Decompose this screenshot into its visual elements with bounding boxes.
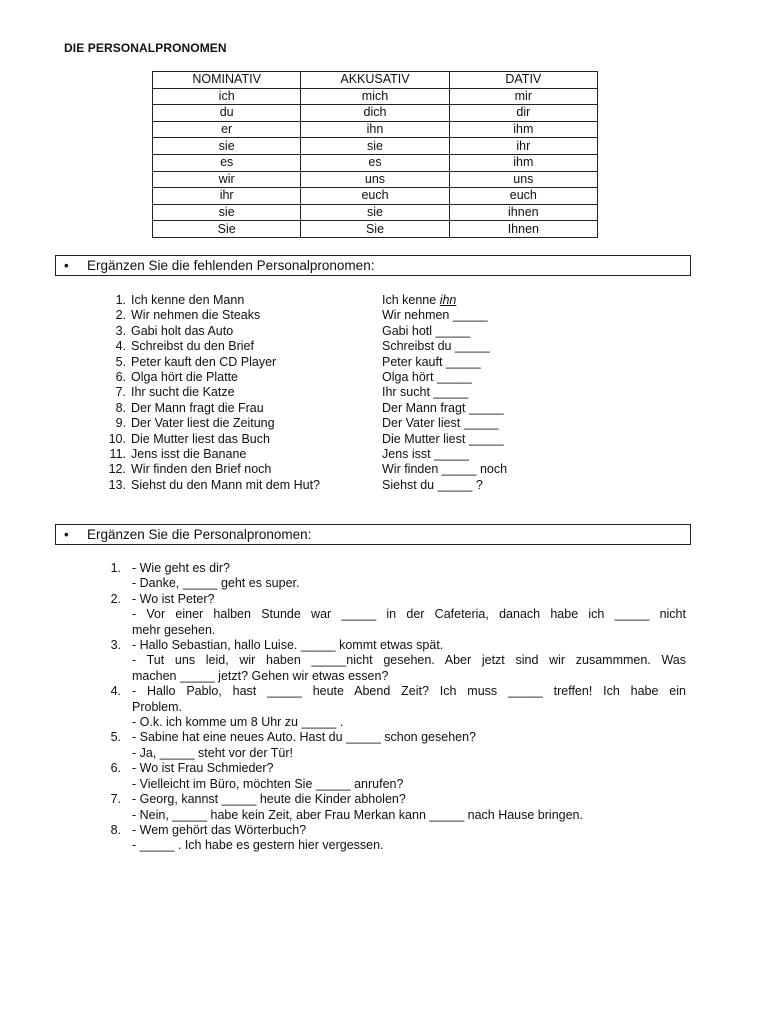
exercise-1-list bbox=[104, 293, 604, 493]
dialogue-line: - Wem gehört das Wörterbuch? bbox=[132, 822, 307, 837]
target-sentence bbox=[382, 293, 456, 308]
target-text: Siehst du _____ ? bbox=[382, 477, 483, 492]
source-sentence: Wir nehmen die Steaks bbox=[131, 308, 261, 323]
table-cell: ihnen bbox=[449, 204, 597, 221]
target-text: Jens isst _____ bbox=[382, 446, 469, 461]
table-cell: euch bbox=[449, 188, 597, 205]
column-header-dativ: DATIV bbox=[449, 72, 597, 89]
column-header-akkusativ: AKKUSATIV bbox=[301, 72, 449, 89]
source-sentence: Jens isst die Banane bbox=[131, 446, 247, 461]
list-item bbox=[104, 478, 604, 493]
column-header-nominativ: NOMINATIV bbox=[153, 72, 301, 89]
dialogue-line: Problem. bbox=[132, 699, 183, 714]
item-number: 6. bbox=[115, 369, 126, 384]
exercise-1-heading: Ergänzen Sie die fehlenden Personalpronomen: bbox=[87, 258, 375, 273]
target-text: Wir finden _____ noch bbox=[382, 462, 508, 477]
target-sentence bbox=[382, 462, 507, 477]
item-number: 10. bbox=[108, 431, 126, 446]
table-cell: mich bbox=[301, 88, 449, 105]
table-header-row bbox=[153, 72, 598, 89]
list-item bbox=[104, 462, 604, 477]
dialogue-item bbox=[104, 792, 686, 823]
target-sentence bbox=[382, 416, 499, 431]
exercise-2-heading: Ergänzen Sie die Personalpronomen: bbox=[87, 527, 312, 542]
target-sentence bbox=[382, 385, 468, 400]
source-sentence: Olga hört die Platte bbox=[131, 369, 239, 384]
table-row bbox=[153, 204, 598, 221]
dialogue-line: - Hallo Pablo, hast _____ heute Abend Zeit? Ich muss _____ treffen! Ich habe ein bbox=[132, 684, 686, 699]
table-cell: euch bbox=[301, 188, 449, 205]
dialogue-line: - Tut uns leid, wir haben _____nicht gesehen. Aber jetzt sind wir zusammmen. Was bbox=[132, 653, 686, 668]
dialogue-line: - Sabine hat eine neues Auto. Hast du _____ schon gesehen? bbox=[132, 730, 477, 745]
target-sentence bbox=[382, 432, 504, 447]
source-sentence: Ihr sucht die Katze bbox=[131, 385, 235, 400]
example-answer: ihn bbox=[439, 293, 457, 307]
dialogue-item bbox=[104, 761, 686, 792]
item-number: 7. bbox=[110, 792, 121, 807]
item-number: 1. bbox=[110, 561, 121, 575]
target-text: Peter kauft _____ bbox=[382, 354, 481, 369]
source-sentence: Ich kenne den Mann bbox=[131, 293, 245, 307]
pronoun-table bbox=[152, 71, 598, 238]
table-cell: dir bbox=[449, 105, 597, 122]
table-row bbox=[153, 105, 598, 122]
source-sentence: Gabi holt das Auto bbox=[131, 323, 234, 338]
dialogue-line: - O.k. ich komme um 8 Uhr zu _____ . bbox=[132, 715, 344, 730]
target-sentence bbox=[382, 447, 469, 462]
dialogue-line: - Wie geht es dir? bbox=[132, 561, 230, 575]
source-sentence: Die Mutter liest das Buch bbox=[131, 431, 270, 446]
dialogue-line: - Danke, _____ geht es super. bbox=[132, 576, 300, 591]
table-cell: ihr bbox=[153, 188, 301, 205]
dialogue-line: - Nein, _____ habe kein Zeit, aber Frau Merkan kann _____ nach Hause bringen. bbox=[132, 807, 583, 822]
table-cell: uns bbox=[449, 171, 597, 188]
list-item bbox=[104, 432, 604, 447]
table-row bbox=[153, 154, 598, 171]
item-number: 2. bbox=[115, 308, 126, 323]
source-sentence: Wir finden den Brief noch bbox=[131, 462, 272, 477]
item-number: 3. bbox=[115, 323, 126, 338]
target-text: Schreibst du _____ bbox=[382, 339, 490, 354]
item-number: 12. bbox=[108, 462, 126, 477]
table-cell: ihm bbox=[449, 154, 597, 171]
source-sentence: Der Mann fragt die Frau bbox=[131, 400, 264, 415]
dialogue-line: - Georg, kannst _____ heute die Kinder abholen? bbox=[132, 792, 406, 807]
table-cell: wir bbox=[153, 171, 301, 188]
table-cell: sie bbox=[301, 138, 449, 155]
item-number: 9. bbox=[115, 416, 126, 431]
target-text: Die Mutter liest _____ bbox=[382, 431, 504, 446]
exercise-1-heading-box bbox=[55, 255, 691, 276]
table-cell: dich bbox=[301, 105, 449, 122]
table-cell: sie bbox=[301, 204, 449, 221]
table-row bbox=[153, 138, 598, 155]
target-sentence bbox=[382, 308, 488, 323]
dialogue-line: - Vor einer halben Stunde war _____ in der Cafeteria, danach habe ich _____ nicht bbox=[132, 607, 686, 622]
list-item bbox=[104, 447, 604, 462]
list-item bbox=[104, 339, 604, 354]
item-number: 4. bbox=[115, 339, 126, 354]
item-number: 1. bbox=[115, 293, 126, 307]
dialogue-line: - _____ . Ich habe es gestern hier vergessen. bbox=[132, 838, 384, 853]
table-cell: sie bbox=[153, 204, 301, 221]
item-number: 3. bbox=[110, 638, 121, 653]
dialogue-line: machen _____ jetzt? Gehen wir etwas essen? bbox=[132, 668, 389, 683]
item-number: 7. bbox=[115, 385, 126, 400]
list-item bbox=[104, 308, 604, 323]
target-sentence bbox=[382, 478, 483, 493]
table-cell: sie bbox=[153, 138, 301, 155]
table-cell: Sie bbox=[301, 221, 449, 238]
dialogue-item bbox=[104, 684, 686, 730]
table-cell: uns bbox=[301, 171, 449, 188]
target-sentence bbox=[382, 355, 481, 370]
target-text: Ich kenne bbox=[382, 293, 440, 307]
item-number: 2. bbox=[110, 591, 121, 606]
table-row bbox=[153, 121, 598, 138]
dialogue-item bbox=[104, 592, 686, 638]
item-number: 6. bbox=[110, 761, 121, 776]
table-row bbox=[153, 221, 598, 238]
table-row bbox=[153, 171, 598, 188]
dialogue-line: - Wo ist Frau Schmieder? bbox=[132, 761, 274, 776]
list-item bbox=[104, 401, 604, 416]
item-number: 8. bbox=[110, 822, 121, 837]
table-cell: ihr bbox=[449, 138, 597, 155]
target-sentence bbox=[382, 370, 472, 385]
target-text: Der Vater liest _____ bbox=[382, 416, 499, 431]
item-number: 13. bbox=[108, 477, 126, 492]
target-sentence bbox=[382, 339, 490, 354]
source-sentence: Peter kauft den CD Player bbox=[131, 354, 277, 369]
list-item bbox=[104, 385, 604, 400]
item-number: 4. bbox=[110, 684, 121, 699]
table-cell: mir bbox=[449, 88, 597, 105]
exercise-2-list bbox=[104, 561, 686, 854]
target-sentence bbox=[382, 324, 470, 339]
table-row bbox=[153, 88, 598, 105]
list-item bbox=[104, 324, 604, 339]
source-sentence: Der Vater liest die Zeitung bbox=[131, 416, 275, 431]
table-cell: er bbox=[153, 121, 301, 138]
target-text: Olga hört _____ bbox=[382, 369, 472, 384]
table-cell: Ihnen bbox=[449, 221, 597, 238]
target-text: Gabi hotl _____ bbox=[382, 323, 471, 338]
source-sentence: Schreibst du den Brief bbox=[131, 339, 254, 354]
target-sentence bbox=[382, 401, 504, 416]
target-text: Wir nehmen _____ bbox=[382, 308, 488, 323]
source-sentence: Siehst du den Mann mit dem Hut? bbox=[131, 477, 320, 492]
table-cell: es bbox=[153, 154, 301, 171]
item-number: 5. bbox=[110, 730, 121, 745]
item-number: 11. bbox=[109, 446, 126, 461]
exercise-2-heading-box bbox=[55, 524, 691, 545]
table-cell: ihn bbox=[301, 121, 449, 138]
dialogue-line: - Wo ist Peter? bbox=[132, 591, 215, 606]
list-item bbox=[104, 293, 604, 308]
target-text: Ihr sucht _____ bbox=[382, 385, 469, 400]
table-cell: Sie bbox=[153, 221, 301, 238]
bullet-icon: • bbox=[64, 527, 69, 542]
table-cell: es bbox=[301, 154, 449, 171]
bullet-icon: • bbox=[64, 258, 69, 273]
dialogue-line: - Vielleicht im Büro, möchten Sie _____ anrufen? bbox=[132, 776, 404, 791]
dialogue-item bbox=[104, 730, 686, 761]
table-row bbox=[153, 188, 598, 205]
table-cell: ihm bbox=[449, 121, 597, 138]
list-item bbox=[104, 355, 604, 370]
page-title: DIE PERSONALPRONOMEN bbox=[64, 41, 227, 55]
table-cell: ich bbox=[153, 88, 301, 105]
dialogue-item bbox=[104, 823, 686, 854]
item-number: 8. bbox=[115, 400, 126, 415]
target-text: Der Mann fragt _____ bbox=[382, 400, 504, 415]
dialogue-line: mehr gesehen. bbox=[132, 622, 216, 637]
table-cell: du bbox=[153, 105, 301, 122]
table-body bbox=[153, 88, 598, 237]
dialogue-item bbox=[104, 561, 686, 592]
list-item bbox=[104, 370, 604, 385]
dialogue-line: - Ja, _____ steht vor der Tür! bbox=[132, 745, 293, 760]
item-number: 5. bbox=[115, 354, 126, 369]
dialogue-line: - Hallo Sebastian, hallo Luise. _____ kommt etwas spät. bbox=[132, 638, 444, 653]
dialogue-item bbox=[104, 638, 686, 684]
list-item bbox=[104, 416, 604, 431]
